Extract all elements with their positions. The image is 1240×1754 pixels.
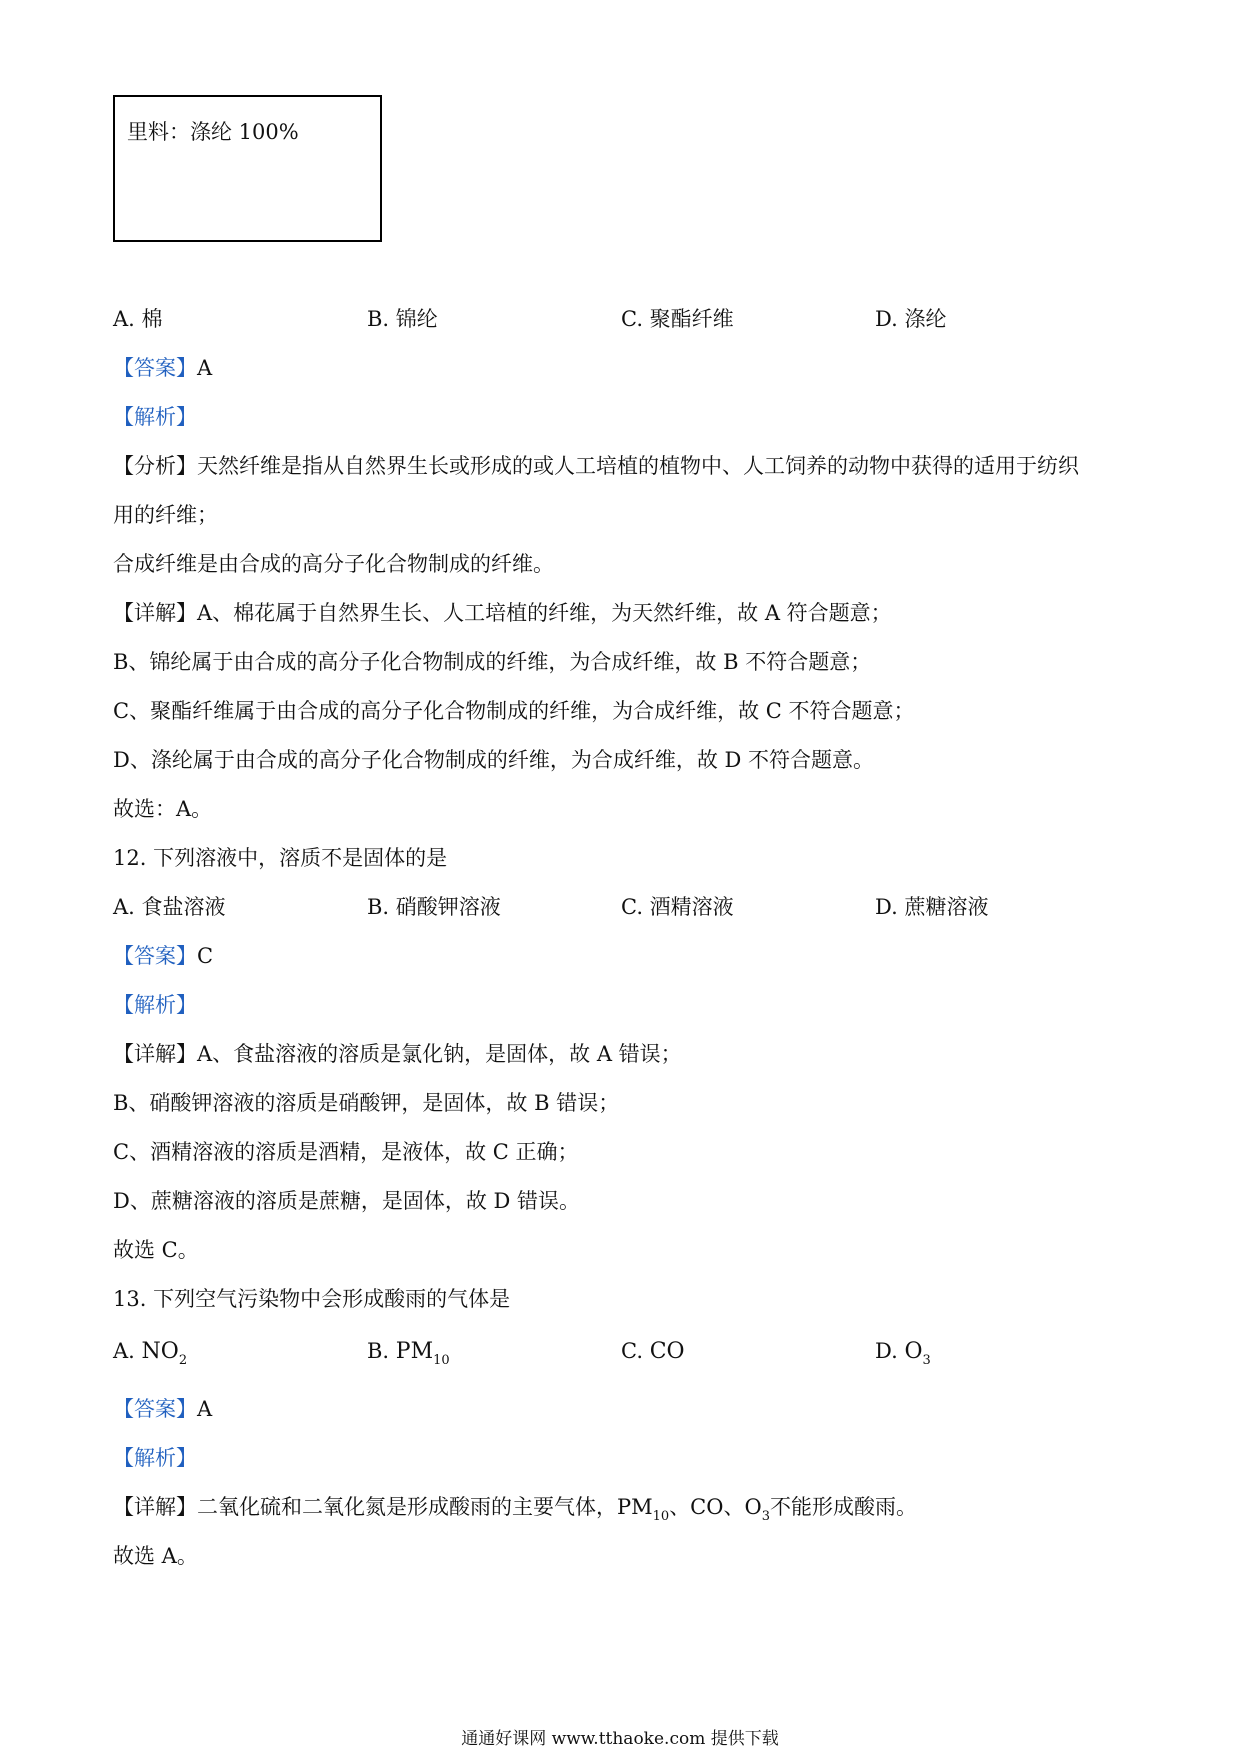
q11-option-b: B. 锦纶 (367, 307, 438, 331)
q13-option-d (875, 1336, 931, 1370)
q13-option-c (621, 1336, 685, 1367)
option-label: A. (113, 1339, 135, 1363)
q11-fenxi-line1 (113, 451, 1079, 481)
q11-option-a: A. 棉 (113, 307, 163, 331)
formula-no2: $NO_2$ (141, 1339, 188, 1368)
fenxi-tag: 【分析】 (113, 454, 197, 478)
formula-pm10: $PM_{10}$ (395, 1339, 450, 1368)
detail-text-1: 二氧化硫和二氧化氮是形成酸雨的主要气体，PM (197, 1495, 653, 1519)
detail-tag: 【详解】 (113, 601, 197, 625)
q11-option-c: C. 聚酯纤维 (621, 307, 734, 331)
q12-option-b: B. 硝酸钾溶液 (367, 895, 501, 919)
formula-o3: $O_3$ (904, 1339, 931, 1368)
detail-sub-1: 10 (652, 1509, 670, 1524)
answer-value: C (197, 944, 214, 968)
q12-conclusion: 故选 C。 (113, 1238, 199, 1262)
q11-answer (113, 353, 212, 383)
answer-tag: 【答案】 (113, 944, 197, 968)
q11-fenxi-line3: 合成纤维是由合成的高分子化合物制成的纤维。 (113, 552, 554, 576)
fenxi-text: 天然纤维是指从自然界生长或形成的或人工培植的植物中、人工饲养的动物中获得的适用于纺织 (197, 454, 1079, 478)
detail-sub-2: 3 (761, 1509, 770, 1524)
analysis-tag: 【解析】 (113, 993, 197, 1017)
detail-text: A、棉花属于自然界生长、人工培植的纤维，为天然纤维，故 A 符合题意； (197, 601, 892, 625)
formula-co: CO (649, 1339, 685, 1364)
q12-detail-line4: D、蔗糖溶液的溶质是蔗糖，是固体，故 D 错误。 (113, 1189, 581, 1213)
q13-analysis-heading (113, 1443, 197, 1473)
q11-fenxi-line2: 用的纤维； (113, 503, 218, 527)
q12-analysis-heading (113, 990, 197, 1020)
option-label: D. (875, 1339, 898, 1363)
answer-tag: 【答案】 (113, 356, 197, 380)
q12-option-c: C. 酒精溶液 (621, 895, 734, 919)
detail-tag: 【详解】 (113, 1495, 197, 1519)
q11-analysis-heading (113, 402, 197, 432)
q12-option-d: D. 蔗糖溶液 (875, 895, 989, 919)
q13-option-b (367, 1336, 450, 1370)
detail-text-2: 、CO、O (669, 1495, 762, 1519)
q13-option-a (113, 1336, 187, 1370)
q12-question: 12. 下列溶液中，溶质不是固体的是 (113, 846, 448, 870)
q11-detail-line3: C、聚酯纤维属于由合成的高分子化合物制成的纤维，为合成纤维，故 C 不符合题意； (113, 699, 915, 723)
q13-answer (113, 1394, 212, 1424)
q12-detail-line3: C、酒精溶液的溶质是酒精，是液体，故 C 正确； (113, 1140, 579, 1164)
q13-conclusion: 故选 A。 (113, 1544, 198, 1568)
detail-text: A、食盐溶液的溶质是氯化钠，是固体，故 A 错误； (197, 1042, 682, 1066)
q13-question: 13. 下列空气污染物中会形成酸雨的气体是 (113, 1287, 511, 1311)
analysis-tag: 【解析】 (113, 405, 197, 429)
q12-option-a: A. 食盐溶液 (113, 895, 226, 919)
analysis-tag: 【解析】 (113, 1446, 197, 1470)
answer-value: A (197, 356, 213, 380)
detail-text-3: 不能形成酸雨。 (769, 1495, 917, 1519)
q11-option-d: D. 涤纶 (875, 307, 947, 331)
q11-detail-line2: B、锦纶属于由合成的高分子化合物制成的纤维，为合成纤维，故 B 不符合题意； (113, 650, 872, 674)
q11-detail-line1 (113, 598, 892, 628)
answer-tag: 【答案】 (113, 1397, 197, 1421)
q11-detail-line4: D、涤纶属于由合成的高分子化合物制成的纤维，为合成纤维，故 D 不符合题意。 (113, 748, 875, 772)
q11-conclusion: 故选：A。 (113, 797, 213, 821)
q12-detail-line1 (113, 1039, 682, 1069)
fabric-label-box (113, 95, 382, 242)
detail-tag: 【详解】 (113, 1042, 197, 1066)
answer-value: A (197, 1397, 213, 1421)
option-label: B. (367, 1339, 390, 1363)
fabric-label-text: 里料：涤纶 100% (127, 120, 299, 144)
option-label: C. (621, 1339, 643, 1363)
q13-detail-line1 (113, 1492, 917, 1526)
q12-answer (113, 941, 213, 971)
page-footer: 通通好课网 www.tthaoke.com 提供下载 (461, 1729, 779, 1749)
q12-detail-line2: B、硝酸钾溶液的溶质是硝酸钾，是固体，故 B 错误； (113, 1091, 620, 1115)
